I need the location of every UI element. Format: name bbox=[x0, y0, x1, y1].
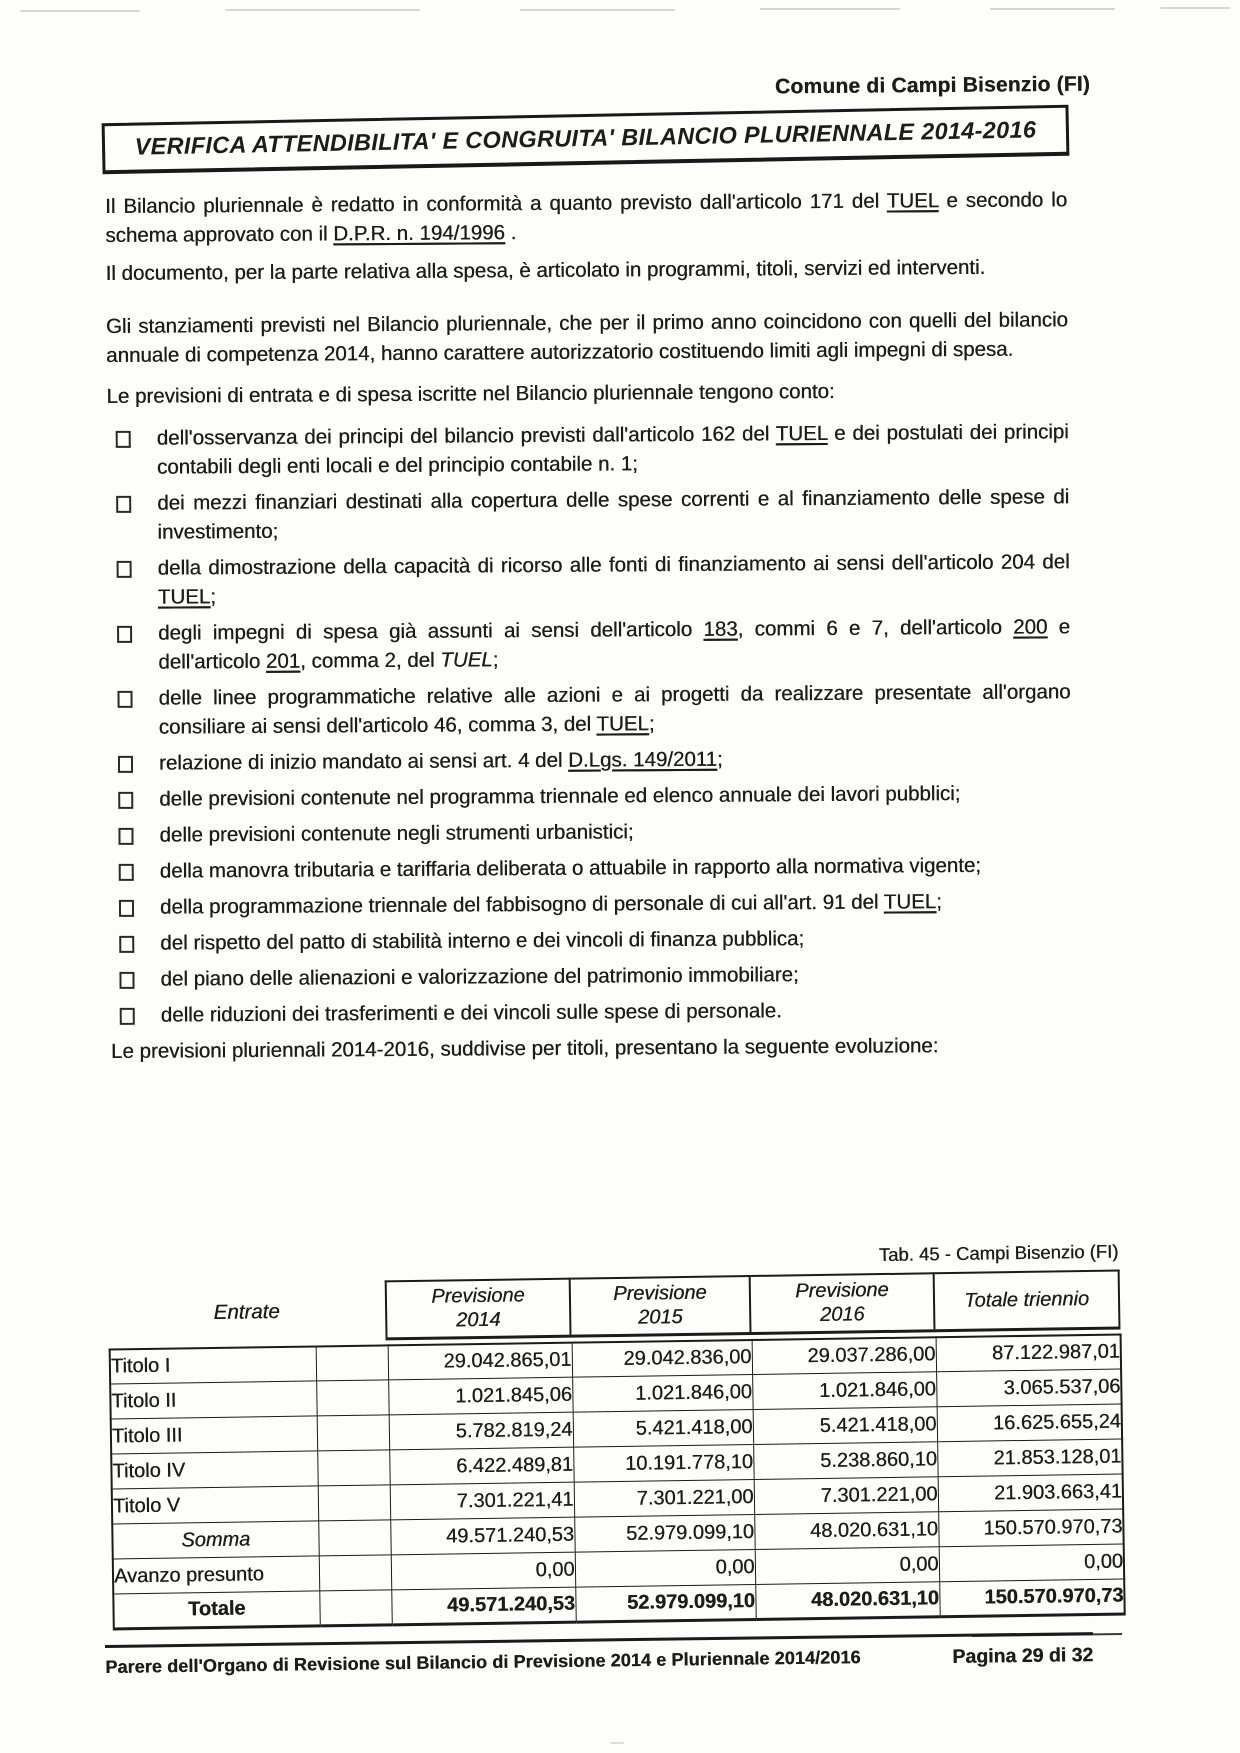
row-value: 49.571.240,53 bbox=[391, 1587, 575, 1625]
row-value: 0,00 bbox=[575, 1549, 755, 1587]
table-column-header: Previsione 2015 bbox=[570, 1276, 751, 1336]
row-label: Avanzo presunto bbox=[113, 1556, 319, 1594]
row-value: 21.853.128,01 bbox=[937, 1439, 1122, 1477]
bullet-text: della programmazione triennale del fabbisogno di personale di cui all'art. 91 del TUEL; bbox=[159, 890, 942, 919]
row-label: Titolo II bbox=[110, 1381, 316, 1419]
table-section bbox=[107, 1241, 1125, 1631]
row-value: 10.191.778,10 bbox=[573, 1444, 753, 1482]
bullet-text: delle previsioni contenute negli strumenti urbanistici; bbox=[159, 820, 634, 847]
paragraph-2: Il documento, per la parte relativa alla spesa, è articolato in programmi, titoli, servizi ed interventi. bbox=[105, 255, 986, 285]
table-caption: Tab. 45 - Campi Bisenzio (FI) bbox=[878, 1240, 1119, 1266]
square-bullet-icon bbox=[119, 864, 134, 881]
row-value: 0,00 bbox=[939, 1544, 1124, 1582]
page-title: VERIFICA ATTENDIBILITA' E CONGRUITA' BILANCIO PLURIENNALE 2014-2016 bbox=[134, 116, 1037, 160]
scan-artifact bbox=[225, 9, 420, 11]
bullet-item bbox=[108, 612, 1070, 677]
square-bullet-icon bbox=[118, 792, 133, 809]
row-value: 0,00 bbox=[391, 1552, 575, 1590]
scan-artifact bbox=[990, 8, 1115, 10]
bullet-item bbox=[109, 814, 1071, 850]
row-value: 5.421.418,00 bbox=[753, 1407, 937, 1445]
row-value: 5.421.418,00 bbox=[573, 1409, 753, 1447]
bullet-item bbox=[110, 850, 1072, 886]
entrate-table bbox=[109, 1333, 1126, 1630]
scan-artifact bbox=[20, 10, 140, 12]
bullet-text: della dimostrazione della capacità di ricorso alle fonti di finanziamento ai sensi dell'articolo 204 del TUEL; bbox=[157, 550, 1070, 609]
row-value: 29.042.836,00 bbox=[572, 1339, 752, 1377]
bullet-text: relazione di inizio mandato ai sensi art. 4 del D.Lgs. 149/2011; bbox=[158, 747, 723, 775]
row-value: 0,00 bbox=[755, 1547, 939, 1585]
row-value: 29.037.286,00 bbox=[752, 1337, 936, 1375]
bullet-text: del piano delle alienazioni e valorizzazione del patrimonio immobiliare; bbox=[160, 963, 799, 991]
bullet-list bbox=[107, 417, 1073, 1030]
row-value: 29.042.865,01 bbox=[388, 1342, 572, 1380]
row-value: 150.570.970,73 bbox=[939, 1579, 1124, 1617]
row-value: 52.979.099,10 bbox=[575, 1584, 755, 1622]
square-bullet-icon bbox=[117, 626, 132, 643]
scan-artifact bbox=[1160, 7, 1230, 9]
row-label: Titolo III bbox=[111, 1416, 317, 1454]
row-label: Totale bbox=[113, 1591, 319, 1629]
row-value: 1.021.845,06 bbox=[388, 1377, 572, 1415]
row-value: 49.571.240,53 bbox=[390, 1517, 574, 1555]
bullet-item bbox=[107, 482, 1069, 547]
body-content bbox=[105, 185, 1073, 1075]
table-header bbox=[108, 1270, 1121, 1345]
page-number: Pagina 29 di 32 bbox=[952, 1644, 1094, 1668]
bullet-item bbox=[109, 778, 1071, 814]
scan-artifact bbox=[610, 1742, 624, 1744]
row-value: 3.065.537,06 bbox=[936, 1369, 1121, 1407]
row-value: 1.021.846,00 bbox=[572, 1374, 752, 1412]
square-bullet-icon bbox=[119, 900, 134, 917]
bullet-item bbox=[108, 547, 1070, 612]
row-value: 7.301.221,41 bbox=[390, 1482, 574, 1520]
row-value: 48.020.631,10 bbox=[754, 1512, 938, 1550]
bullet-text: delle previsioni contenute nel programma triennale ed elenco annuale dei lavori pubblici; bbox=[159, 782, 961, 811]
row-spacer-cell bbox=[319, 1555, 392, 1591]
row-spacer-cell bbox=[316, 1345, 389, 1381]
row-value: 7.301.221,00 bbox=[754, 1477, 938, 1515]
list-intro: Le previsioni di entrata e di spesa iscritte nel Bilancio pluriennale tengono conto: bbox=[106, 379, 835, 408]
row-value: 5.782.819,24 bbox=[389, 1412, 573, 1450]
row-spacer-cell bbox=[317, 1450, 390, 1486]
bullet-text: dell'osservanza dei principi del bilancio previsti dall'articolo 162 del TUEL e dei postulati dei principi contabili degli enti locali e del principio contabile n. 1; bbox=[156, 420, 1069, 479]
row-value: 150.570.970,73 bbox=[938, 1509, 1123, 1547]
bullet-text: delle linee programmatiche relative alle azioni e ai progetti da realizzare presentate all'organo consiliare ai sensi dell'articolo 46, comma 3, del TUEL; bbox=[158, 680, 1071, 739]
square-bullet-icon bbox=[118, 756, 133, 773]
scan-artifact bbox=[520, 9, 675, 11]
table-column-header: Totale triennio bbox=[934, 1271, 1120, 1331]
bullet-item bbox=[110, 886, 1072, 922]
page-footer bbox=[105, 1632, 1093, 1680]
bullet-item bbox=[108, 677, 1070, 742]
bullet-text: della manovra tributaria e tariffaria deliberata o attuabile in rapporto alla normativa vigente; bbox=[159, 853, 982, 883]
row-spacer-cell bbox=[318, 1485, 391, 1521]
row-value: 7.301.221,00 bbox=[574, 1479, 754, 1517]
row-value: 6.422.489,81 bbox=[389, 1447, 573, 1485]
paragraph-1: Il Bilancio pluriennale è redatto in conformità a quanto previsto dall'articolo 171 del TUEL e secondo lo schema approvato con il D.P.R. n. 194/1996 . bbox=[105, 188, 1068, 247]
row-spacer-cell bbox=[319, 1590, 392, 1626]
paragraph-3: Gli stanziamenti previsti nel Bilancio pluriennale, che per il primo anno coincidono con quelli del bilancio annuale di competenza 2014, hanno carattere autorizzatorio costituendo limiti agli impegni di spesa. bbox=[105, 308, 1068, 367]
bullet-item bbox=[111, 994, 1073, 1030]
bullet-item bbox=[107, 417, 1069, 482]
footer-title: Parere dell'Organo di Revisione sul Bilancio di Previsione 2014 e Pluriennale 2014/2016 bbox=[105, 1647, 861, 1677]
bullet-text: degli impegni di spesa già assunti ai sensi dell'articolo 183, commi 6 e 7, dell'articolo 200 e dell'articolo 201, comma 2, del TUEL; bbox=[158, 615, 1071, 674]
row-value: 21.903.663,41 bbox=[938, 1474, 1123, 1512]
bullet-item bbox=[110, 922, 1072, 958]
square-bullet-icon bbox=[118, 828, 133, 845]
bullet-text: delle riduzioni dei trasferimenti e dei vincoli sulle spese di personale. bbox=[160, 999, 782, 1027]
row-value: 16.625.655,24 bbox=[937, 1404, 1122, 1442]
square-bullet-icon bbox=[119, 936, 134, 953]
document-header: Comune di Campi Bisenzio (FI) bbox=[774, 72, 1091, 99]
square-bullet-icon bbox=[116, 496, 131, 513]
square-bullet-icon bbox=[120, 1008, 135, 1025]
row-spacer-cell bbox=[316, 1380, 389, 1416]
scan-artifact bbox=[760, 8, 900, 10]
row-value: 5.238.860,10 bbox=[753, 1442, 937, 1480]
row-value: 1.021.846,00 bbox=[752, 1372, 936, 1410]
closing-paragraph: Le previsioni pluriennali 2014-2016, suddivise per titoli, presentano la seguente evoluzione: bbox=[110, 1034, 939, 1063]
square-bullet-icon bbox=[116, 431, 131, 448]
row-spacer-cell bbox=[318, 1520, 391, 1556]
square-bullet-icon bbox=[117, 561, 132, 578]
square-bullet-icon bbox=[117, 691, 132, 708]
row-label: Titolo IV bbox=[111, 1451, 317, 1489]
bullet-text: dei mezzi finanziari destinati alla copertura delle spese correnti e al finanziamento delle spese di investimento; bbox=[157, 485, 1070, 544]
table-column-header: Previsione 2016 bbox=[750, 1273, 935, 1333]
table-corner-label: Entrate bbox=[213, 1299, 280, 1324]
bullet-item bbox=[109, 742, 1071, 778]
row-label: Titolo I bbox=[110, 1346, 316, 1384]
table-column-header: Previsione 2014 bbox=[386, 1279, 571, 1339]
row-value: 48.020.631,10 bbox=[755, 1582, 939, 1620]
row-value: 87.122.987,01 bbox=[936, 1334, 1121, 1372]
row-value: 52.979.099,10 bbox=[574, 1514, 754, 1552]
table-header-row bbox=[108, 1271, 1120, 1343]
bullet-text: del rispetto del patto di stabilità interno e dei vincoli di finanza pubblica; bbox=[160, 927, 805, 955]
bullet-item bbox=[110, 958, 1072, 994]
row-label: Titolo V bbox=[112, 1486, 318, 1524]
square-bullet-icon bbox=[119, 972, 134, 989]
title-box bbox=[102, 105, 1070, 175]
row-spacer-cell bbox=[317, 1415, 390, 1451]
row-label: Somma bbox=[112, 1521, 318, 1559]
